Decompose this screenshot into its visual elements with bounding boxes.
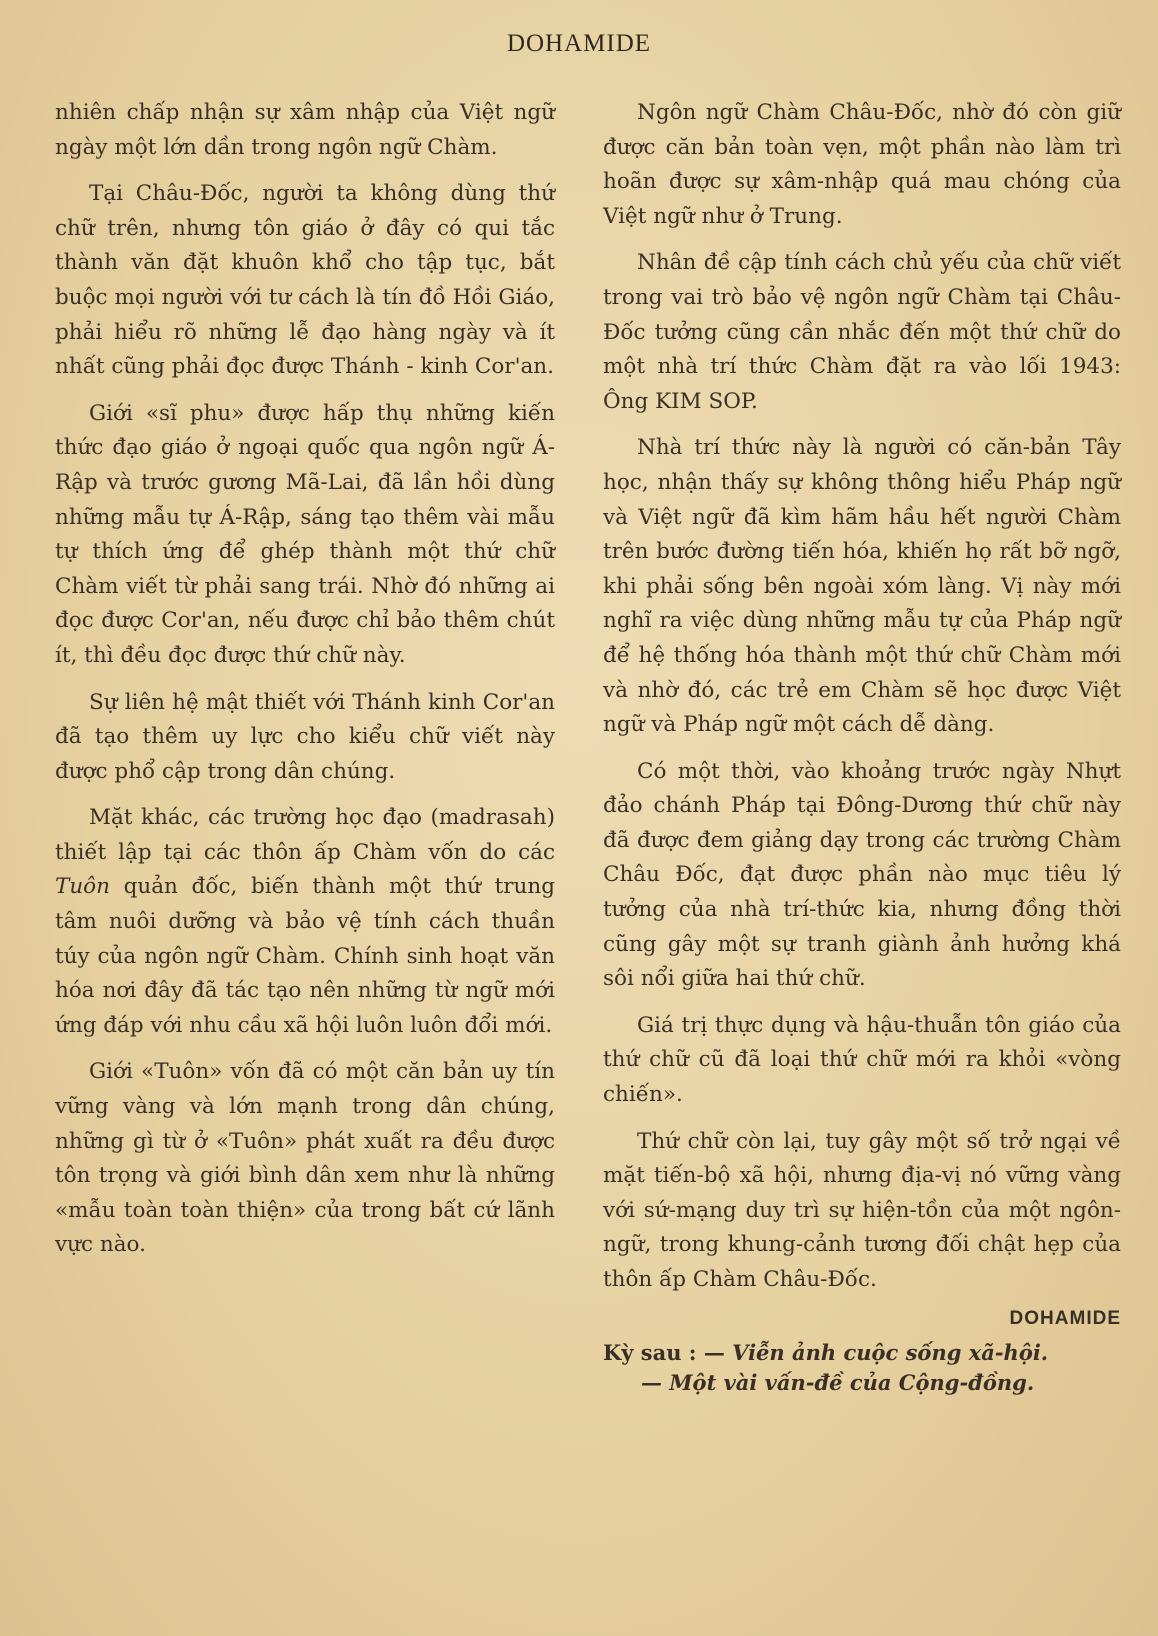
next-issue-item: Viễn ảnh cuộc sống xã-hội. — [732, 1340, 1049, 1366]
paragraph: Giá trị thực dụng và hậu-thuẫn tôn giáo của thứ chữ cũ đã loại thứ chữ mới ra khỏi «vòng chiến». — [603, 1012, 1121, 1108]
paragraph: Nhân đề cập tính cách chủ yếu của chữ viết trong vai trò bảo vệ ngôn ngữ Chàm tại Châu-Đốc tưởng cũng cần nhắc đến một thứ chữ do một nhà trí thức Chàm đặt ra vào lối 1943: Ông KIM SOP. — [603, 250, 1121, 414]
paragraph: Thứ chữ còn lại, tuy gây một số trở ngại về mặt tiến-bộ xã hội, nhưng địa-vị nó vững vàng với sứ-mạng duy trì sự hiện-tồn của một ngôn-ngữ, trong khung-cảnh tương đối chật hẹp của thôn ấp Chàm Châu-Đốc. — [603, 1128, 1121, 1292]
next-issue-note — [603, 1338, 1121, 1398]
paragraph: Có một thời, vào khoảng trước ngày Nhựt đảo chánh Pháp tại Đông-Dương thứ chữ này đã được đem giảng dạy trong các trường Chàm Châu Đốc, đạt được phần nào mục tiêu lý tưởng của nhà trí-thức kia, nhưng đồng thời cũng gây một sự tranh giành ảnh hưởng khá sôi nổi giữa hai thứ chữ. — [603, 758, 1121, 992]
paragraph: Giới «sĩ phu» được hấp thụ những kiến thức đạo giáo ở ngoại quốc qua ngôn ngữ Á-Rập và trước gương Mã-Lai, đã lần hồi dùng những mẫu tự Á-Rập, sáng tạo thêm vài mẫu tự thích ứng để ghép thành một thứ chữ Chàm viết từ phải sang trái. Nhờ đó những ai đọc được Cor'an, nếu được chỉ bảo thêm chút ít, thì đều đọc được thứ chữ này. — [55, 400, 555, 668]
paragraph — [55, 801, 555, 1043]
paragraph: Giới «Tuôn» vốn đã có một căn bản uy tín vững vàng và lớn mạnh trong dân chúng, những gì từ ở «Tuôn» phát xuất ra đều được tôn trọng và giới bình dân xem như là những «mẫu toàn toàn thiện» của trong bất cứ lãnh vực nào. — [55, 1059, 555, 1258]
paragraph: Tại Châu-Đốc, người ta không dùng thứ chữ trên, nhưng tôn giáo ở đây có qui tắc thành văn đặt khuôn khổ cho tập tục, bắt buộc mọi người với tư cách là tín đồ Hồi Giáo, phải hiểu rõ những lễ đạo hàng ngày và ít nhất cũng phải đọc được Thánh - kinh Cor'an. — [55, 181, 555, 380]
left-column — [55, 96, 555, 1275]
next-issue-label: Kỳ sau : — — [603, 1340, 733, 1366]
author-signature: DOHAMIDE — [1009, 1307, 1121, 1329]
page-header: DOHAMIDE — [506, 30, 652, 57]
right-column — [603, 96, 1121, 1398]
next-issue-item: — Một vài vấn-đề của Cộng-đồng. — [641, 1370, 1035, 1396]
paragraph-text: quản đốc, biến thành một thứ trung tâm nuôi dưỡng và bảo vệ tính cách thuần túy của ngôn ngữ Chàm. Chính sinh hoạt văn hóa nơi đây đã tác tạo nên những từ ngữ mới ứng đáp với nhu cầu xã hội luôn luôn đổi mới. — [55, 874, 555, 1038]
paragraph: nhiên chấp nhận sự xâm nhập của Việt ngữ ngày một lớn dần trong ngôn ngữ Chàm. — [55, 100, 555, 160]
paragraph: Ngôn ngữ Chàm Châu-Đốc, nhờ đó còn giữ được căn bản toàn vẹn, một phần nào làm trì hoãn được sự xâm-nhập quá mau chóng của Việt ngữ như ở Trung. — [603, 100, 1121, 229]
italic-term: Tuôn — [55, 874, 110, 900]
paragraph-text: Mặt khác, các trường học đạo (madrasah) thiết lập tại các thôn ấp Chàm vốn do các — [55, 805, 555, 865]
paragraph: Sự liên hệ mật thiết với Thánh kinh Cor'an đã tạo thêm uy lực cho kiểu chữ viết này được phổ cập trong dân chúng. — [55, 689, 555, 784]
paragraph: Nhà trí thức này là người có căn-bản Tây học, nhận thấy sự không thông hiểu Pháp ngữ và Việt ngữ đã kìm hãm hầu hết người Chàm trên bước đường tiến hóa, khiến họ rất bỡ ngỡ, khi phải sống bên ngoài xóm làng. Vị này mới nghĩ ra việc dùng những mẫu tự của Pháp ngữ để hệ thống hóa thành một thứ chữ Chàm mới và nhờ đó, các trẻ em Chàm sẽ học được Việt ngữ và Pháp ngữ một cách dễ dàng. — [603, 435, 1121, 738]
